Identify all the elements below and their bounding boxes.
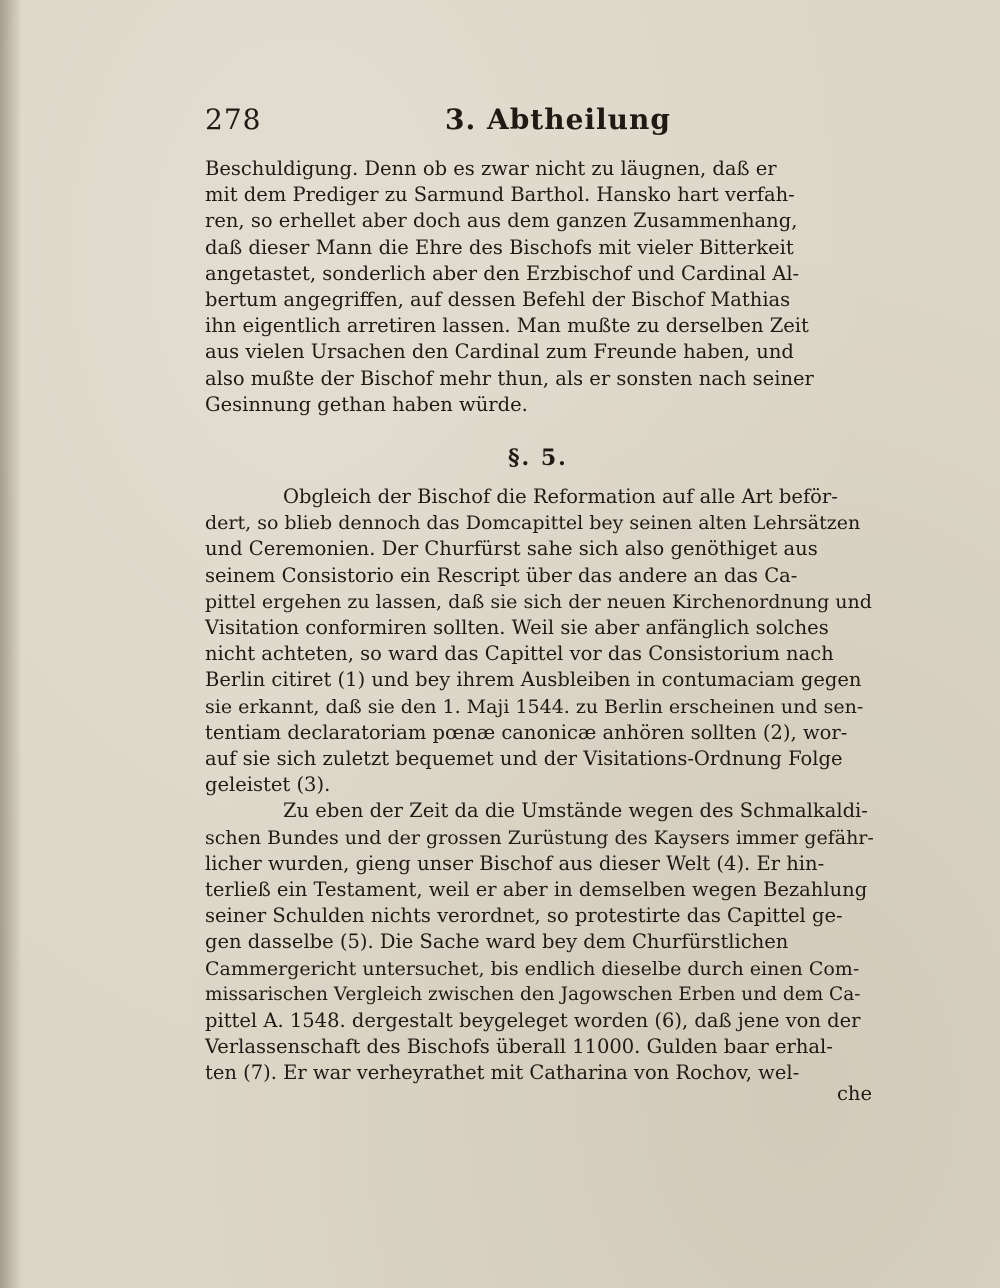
text-line: pittel ergehen zu lassen, daß sie sich der neuen Kirchenordnung und <box>205 590 872 613</box>
binding-shadow <box>0 0 22 1288</box>
text-line: Visitation conformiren sollten. Weil sie aber anfänglich solches <box>205 616 829 640</box>
text-line: bertum angegriffen, auf dessen Befehl der Bischof Mathias <box>205 288 791 312</box>
text-line: also mußte der Bischof mehr thun, als er sonsten nach seiner <box>205 366 814 390</box>
text-line: nicht achteten, so ward das Capittel vor das Consistorium nach <box>205 642 834 666</box>
section-body <box>205 484 875 1087</box>
text-line: missarischen Vergleich zwischen den Jagowschen Erben und dem Ca- <box>205 983 861 1005</box>
text-line: daß dieser Mann die Ehre des Bischofs mit vieler Bitterkeit <box>205 235 794 259</box>
text-line: angetastet, sonderlich aber den Erzbischof und Cardinal Al- <box>205 261 800 285</box>
text-line: aus vielen Ursachen den Cardinal zum Freunde haben, und <box>205 340 794 364</box>
text-line: seiner Schulden nichts verordnet, so protestirte das Capittel ge- <box>205 904 843 928</box>
text-line: ten (7). Er war verheyrathet mit Catharina von Rochov, wel- <box>205 1061 800 1085</box>
text-line: Berlin citiret (1) und bey ihrem Ausbleiben in contumaciam gegen <box>205 668 862 692</box>
paragraph-continued <box>205 156 875 418</box>
page-header <box>205 103 885 143</box>
text-line: Obgleich der Bischof die Reformation auf alle Art beför- <box>283 485 838 508</box>
text-line: tentiam declaratoriam pœnæ canonicæ anhören sollten (2), wor- <box>205 720 848 744</box>
text-line: schen Bundes und der grossen Zurüstung des Kaysers immer gefähr- <box>205 826 874 849</box>
text-line: und Ceremonien. Der Churfürst sahe sich also genöthiget aus <box>205 537 818 561</box>
text-line: terließ ein Testament, weil er aber in demselben wegen Bezahlung <box>205 878 868 902</box>
text-line: sie erkannt, daß sie den 1. Maji 1544. zu Berlin erscheinen und sen- <box>205 695 864 718</box>
text-line: Beschuldigung. Denn ob es zwar nicht zu läugnen, daß er <box>205 157 777 180</box>
running-head: 3. Abtheilung <box>445 103 671 136</box>
text-line: geleistet (3). <box>205 773 331 797</box>
text-line: auf sie sich zuletzt bequemet und der Visitations-Ordnung Folge <box>205 747 843 771</box>
page-number: 278 <box>205 103 262 136</box>
text-line: Cammergericht untersuchet, bis endlich dieselbe durch einen Com- <box>205 957 860 980</box>
text-line: Verlassenschaft des Bischofs überall 11000. Gulden baar erhal- <box>205 1035 833 1059</box>
catchword: che <box>836 1082 872 1105</box>
text-line: Zu eben der Zeit da die Umstände wegen des Schmalkaldi- <box>283 799 868 823</box>
text-line: dert, so blieb dennoch das Domcapittel bey seinen alten Lehrsätzen <box>205 512 861 535</box>
text-line: gen dasselbe (5). Die Sache ward bey dem Churfürstlichen <box>205 930 789 954</box>
text-line: licher wurden, gieng unser Bischof aus dieser Welt (4). Er hin- <box>205 851 825 875</box>
text-line: ren, so erhellet aber doch aus dem ganzen Zusammenhang, <box>205 209 798 233</box>
section-heading: §. 5. <box>508 445 568 471</box>
text-line: Gesinnung gethan haben würde. <box>205 392 528 416</box>
text-line: pittel A. 1548. dergestalt beygeleget worden (6), daß jene von der <box>205 1009 861 1033</box>
text-line: ihn eigentlich arretiren lassen. Man mußte zu derselben Zeit <box>205 314 809 338</box>
text-line: seinem Consistorio ein Rescript über das andere an das Ca- <box>205 563 798 587</box>
text-line: mit dem Prediger zu Sarmund Barthol. Hansko hart verfah- <box>205 183 795 207</box>
